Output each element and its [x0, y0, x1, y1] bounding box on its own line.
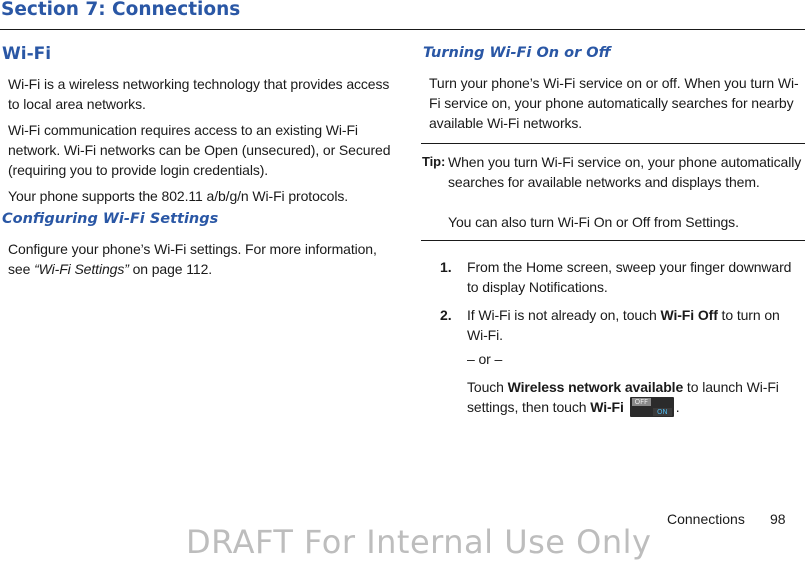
wifi-label: Wi-Fi — [590, 399, 624, 415]
tip-text-settings: You can also turn Wi-Fi On or Off from Settings. — [448, 214, 739, 230]
draft-watermark: DRAFT For Internal Use Only — [186, 523, 652, 561]
wireless-network-available-label: Wireless network available — [507, 379, 684, 395]
wifi-protocols-paragraph: Your phone supports the 802.11 a/b/g/n Wi-Fi protocols. — [8, 188, 349, 204]
configuring-page-ref: on page 112. — [128, 261, 213, 277]
section-title: Section 7: Connections — [1, 0, 241, 20]
wifi-toggle-icon — [630, 397, 674, 417]
touch-text-a: Touch — [467, 379, 508, 395]
configuring-wifi-heading: Configuring Wi-Fi Settings — [2, 211, 219, 227]
footer-page-number: 98 — [770, 511, 786, 527]
step-2-alt-text — [467, 377, 787, 417]
step-2-text — [467, 305, 797, 345]
section-title-rule — [0, 29, 805, 30]
step-2-text-a: If Wi-Fi is not already on, touch — [467, 307, 661, 323]
touch-text-b: to launch Wi-Fi settings, then touch — [467, 379, 779, 415]
tip-label: Tip: — [422, 154, 446, 169]
wifi-network-paragraph: Wi-Fi communication requires access to an existing Wi-Fi network. Wi-Fi networks can be Open (unsecured), or Secured (requiring you to provide login credentials). — [8, 122, 391, 178]
step-1-number: 1. — [440, 259, 452, 275]
footer-section-label: Connections — [667, 511, 745, 527]
configuring-text: Configure your phone’s Wi-Fi settings. For more information, see — [8, 241, 377, 277]
wifi-settings-link[interactable]: “Wi-Fi Settings” — [34, 261, 129, 277]
configuring-wifi-paragraph — [8, 239, 398, 279]
or-separator: – or – — [467, 351, 503, 367]
tip-top-rule — [421, 143, 805, 144]
wifi-intro-paragraph: Wi-Fi is a wireless networking technology that provides access to local area networks. — [8, 76, 390, 112]
step-2-number: 2. — [440, 307, 452, 323]
wifi-heading: Wi-Fi — [2, 44, 52, 64]
touch-text-end: . — [675, 399, 680, 415]
turning-wifi-paragraph: Turn your phone’s Wi-Fi service on or off. When you turn Wi-Fi service on, your phone automatically searches for nearby available Wi-Fi networks. — [429, 75, 799, 131]
toggle-on-label: ON — [653, 408, 672, 416]
wifi-off-label: Wi-Fi Off — [660, 307, 718, 323]
step-2-text-b: to turn on Wi-Fi. — [467, 307, 780, 343]
turning-wifi-heading: Turning Wi-Fi On or Off — [423, 45, 611, 61]
tip-bottom-rule — [421, 240, 805, 241]
step-1-text: From the Home screen, sweep your finger downward to display Notifications. — [467, 259, 792, 295]
tip-text: When you turn Wi-Fi service on, your phone automatically searches for available networks and displays them. — [448, 154, 802, 190]
toggle-off-label: OFF — [632, 398, 651, 406]
